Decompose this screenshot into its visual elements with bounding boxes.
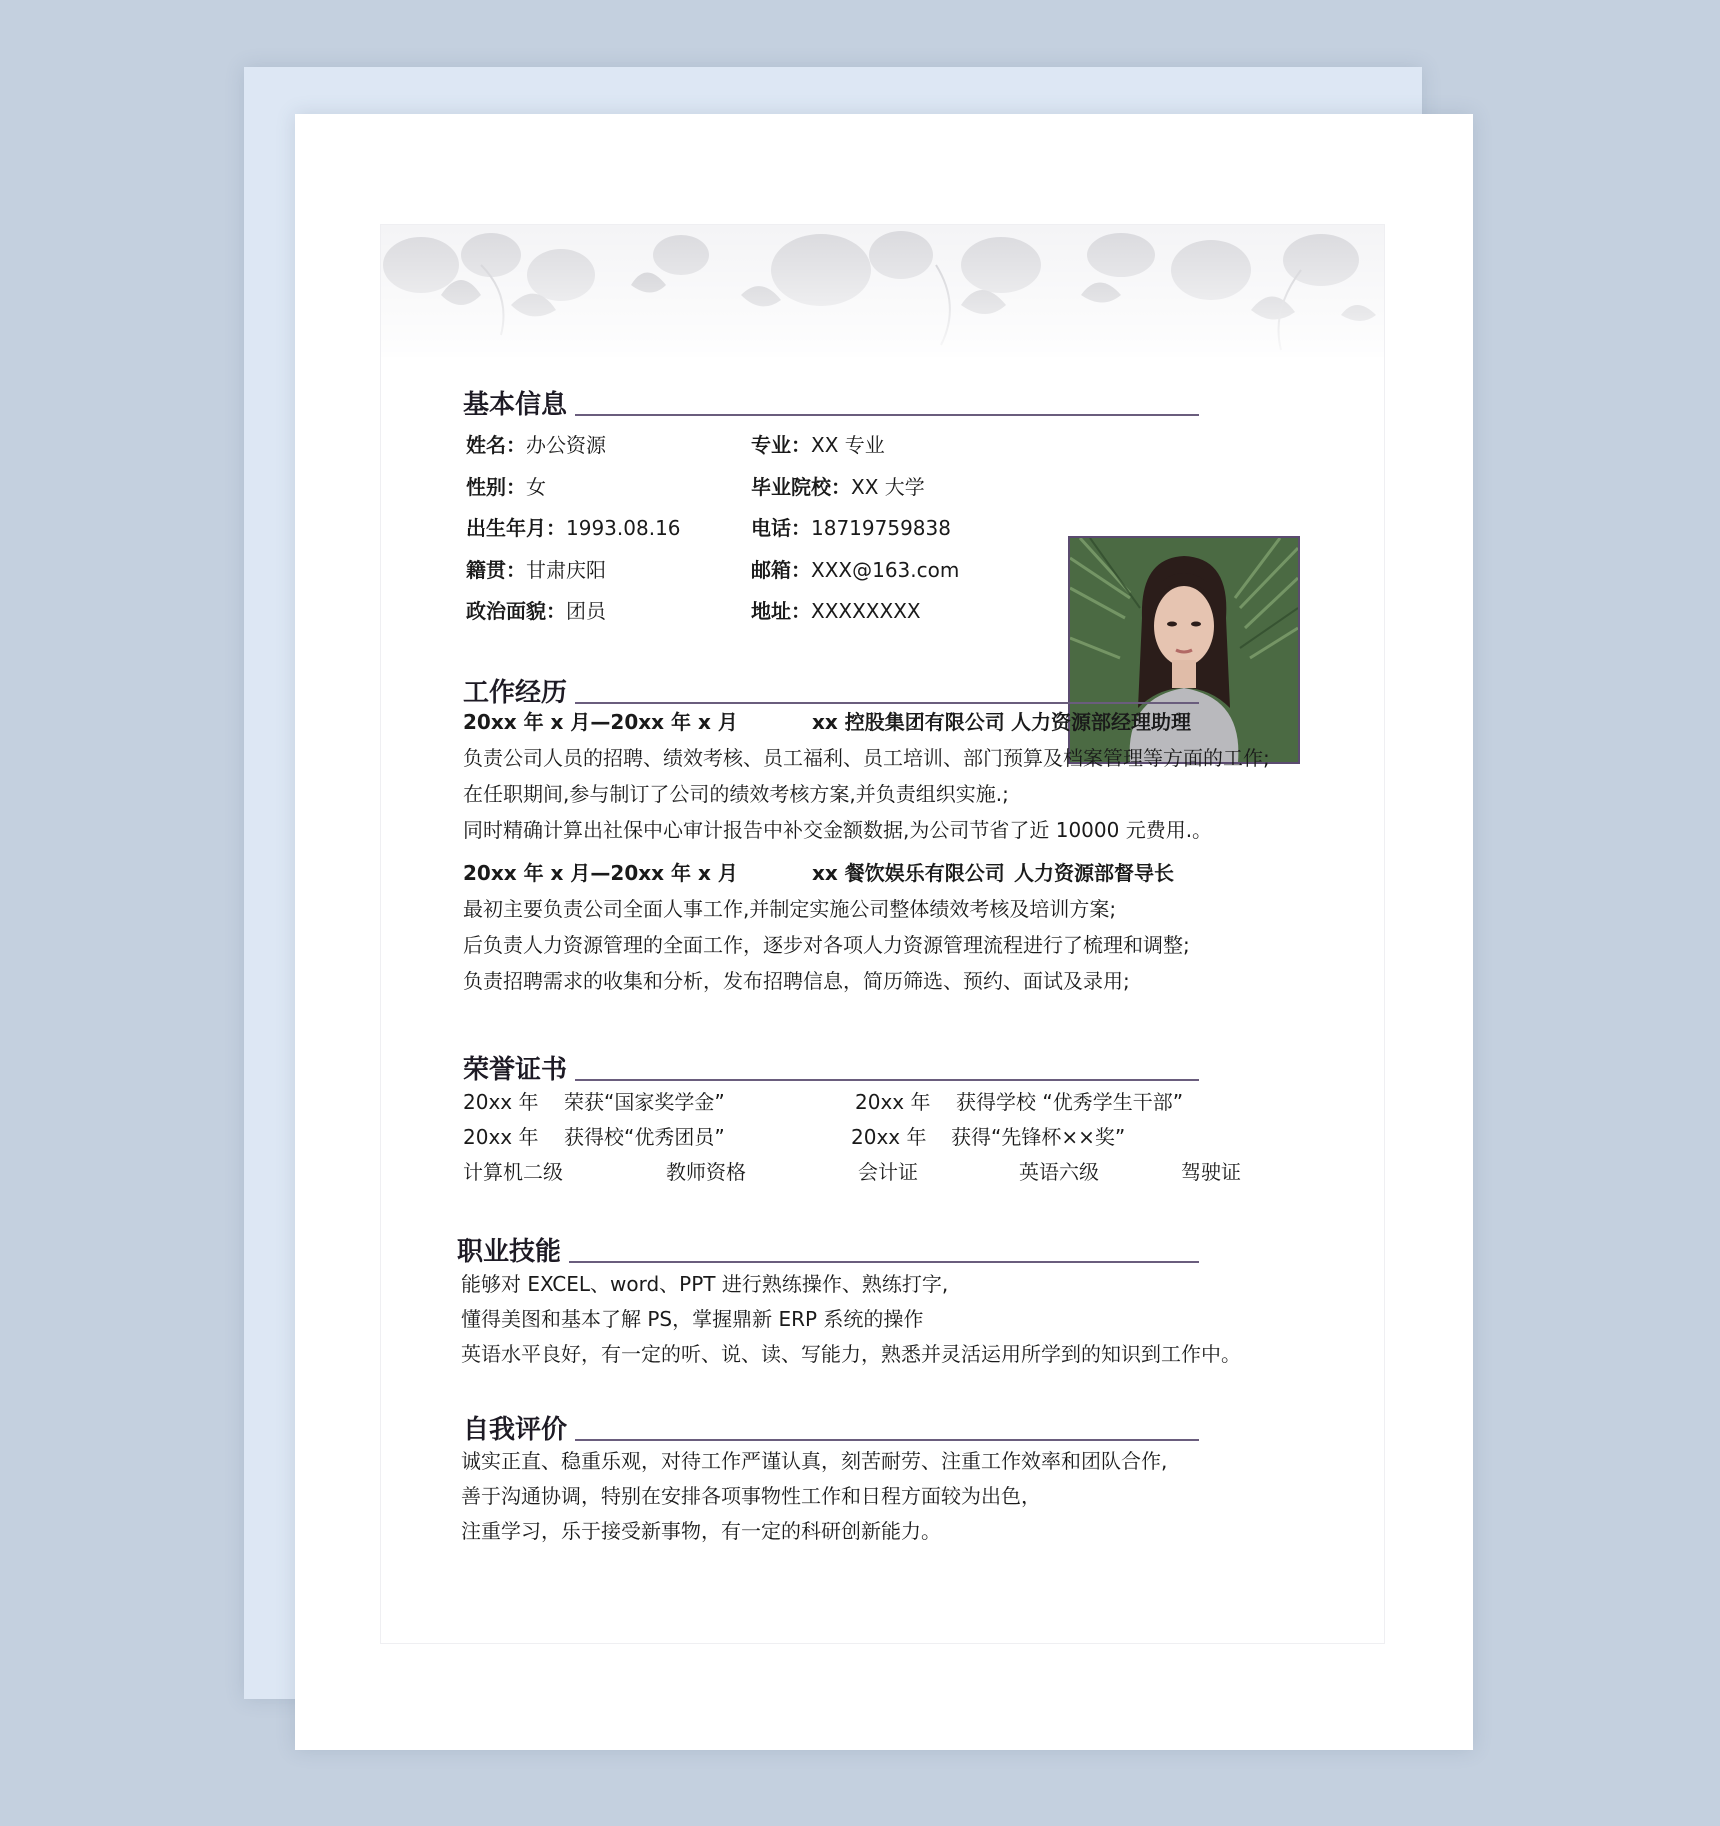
section-skills [457, 1231, 1199, 1267]
info-birth: 出生年月：1993.08.16 [466, 516, 681, 540]
honor-year: 20xx 年 [851, 1125, 927, 1149]
honor-item: 获得学校 “优秀学生干部” [956, 1090, 1184, 1114]
section-work-experience [463, 672, 1199, 708]
job-duty-line: 同时精确计算出社保中心审计报告中补交金额数据,为公司节省了近 10000 元费用.。 [463, 818, 1213, 842]
self-evaluation-line: 诚实正直、稳重乐观，对待工作严谨认真，刻苦耐劳、注重工作效率和团队合作, [461, 1449, 1168, 1473]
job-position: 人力资源部经理助理 [1011, 710, 1191, 734]
honor-year: 20xx 年 [855, 1090, 931, 1114]
job-company: xx 控股集团有限公司 [812, 710, 1005, 734]
section-rule [569, 1261, 1199, 1263]
job-company: xx 餐饮娱乐有限公司 [812, 861, 1005, 885]
section-rule [575, 1439, 1199, 1441]
section-honors [463, 1049, 1199, 1085]
info-gender: 性别：女 [466, 475, 546, 499]
job-period: 20xx 年 x 月—20xx 年 x 月 [463, 861, 738, 885]
certificate: 教师资格 [666, 1160, 746, 1184]
skill-line: 英语水平良好，有一定的听、说、读、写能力，熟悉并灵活运用所学到的知识到工作中。 [461, 1342, 1241, 1366]
job-duty-line: 后负责人力资源管理的全面工作，逐步对各项人力资源管理流程进行了梳理和调整; [463, 933, 1190, 957]
certificate: 会计证 [858, 1160, 918, 1184]
info-address: 地址：XXXXXXXX [751, 599, 921, 623]
section-title: 荣誉证书 [463, 1055, 568, 1085]
info-phone: 电话：18719759838 [751, 516, 951, 540]
info-name: 姓名：办公资源 [466, 433, 606, 457]
info-major: 专业：XX 专业 [751, 433, 885, 457]
info-hometown: 籍贯：甘肃庆阳 [466, 558, 606, 582]
honor-item: 荣获“国家奖学金” [564, 1090, 725, 1114]
section-rule [575, 1079, 1199, 1081]
info-school: 毕业院校：XX 大学 [751, 475, 925, 499]
certificate: 计算机二级 [463, 1160, 563, 1184]
section-self-evaluation [463, 1409, 1199, 1445]
self-evaluation-line: 善于沟通协调，特别在安排各项事物性工作和日程方面较为出色， [461, 1484, 1041, 1508]
job-period: 20xx 年 x 月—20xx 年 x 月 [463, 710, 738, 734]
skill-line: 懂得美图和基本了解 PS，掌握鼎新 ERP 系统的操作 [461, 1307, 924, 1331]
skill-line: 能够对 EXCEL、word、PPT 进行熟练操作、熟练打字, [461, 1272, 949, 1296]
info-email: 邮箱：XXX@163.com [751, 558, 960, 582]
honor-item: 获得“先锋杯××奖” [951, 1125, 1126, 1149]
section-title: 自我评价 [463, 1415, 568, 1445]
section-rule [575, 414, 1199, 416]
certificate: 英语六级 [1019, 1160, 1099, 1184]
resume-page [295, 114, 1473, 1750]
honor-year: 20xx 年 [463, 1090, 539, 1114]
job-position: 人力资源部督导长 [1014, 861, 1174, 885]
section-title: 职业技能 [457, 1237, 562, 1267]
section-basic-info [463, 384, 1199, 420]
job-duty-line: 在任职期间,参与制订了公司的绩效考核方案,并负责组织实施.; [463, 782, 1009, 806]
certificate: 驾驶证 [1181, 1160, 1241, 1184]
section-title: 工作经历 [463, 678, 568, 708]
section-title: 基本信息 [463, 390, 568, 420]
section-rule [575, 702, 1199, 704]
job-duty-line: 负责招聘需求的收集和分析，发布招聘信息，简历筛选、预约、面试及录用; [463, 969, 1130, 993]
resume-frame [380, 224, 1385, 1644]
job-duty-line: 负责公司人员的招聘、绩效考核、员工福利、员工培训、部门预算及档案管理等方面的工作; [463, 746, 1270, 770]
info-political: 政治面貌：团员 [466, 599, 606, 623]
honor-item: 获得校“优秀团员” [564, 1125, 725, 1149]
job-duty-line: 最初主要负责公司全面人事工作,并制定实施公司整体绩效考核及培训方案; [463, 897, 1117, 921]
honor-year: 20xx 年 [463, 1125, 539, 1149]
self-evaluation-line: 注重学习，乐于接受新事物，有一定的科研创新能力。 [461, 1519, 941, 1543]
